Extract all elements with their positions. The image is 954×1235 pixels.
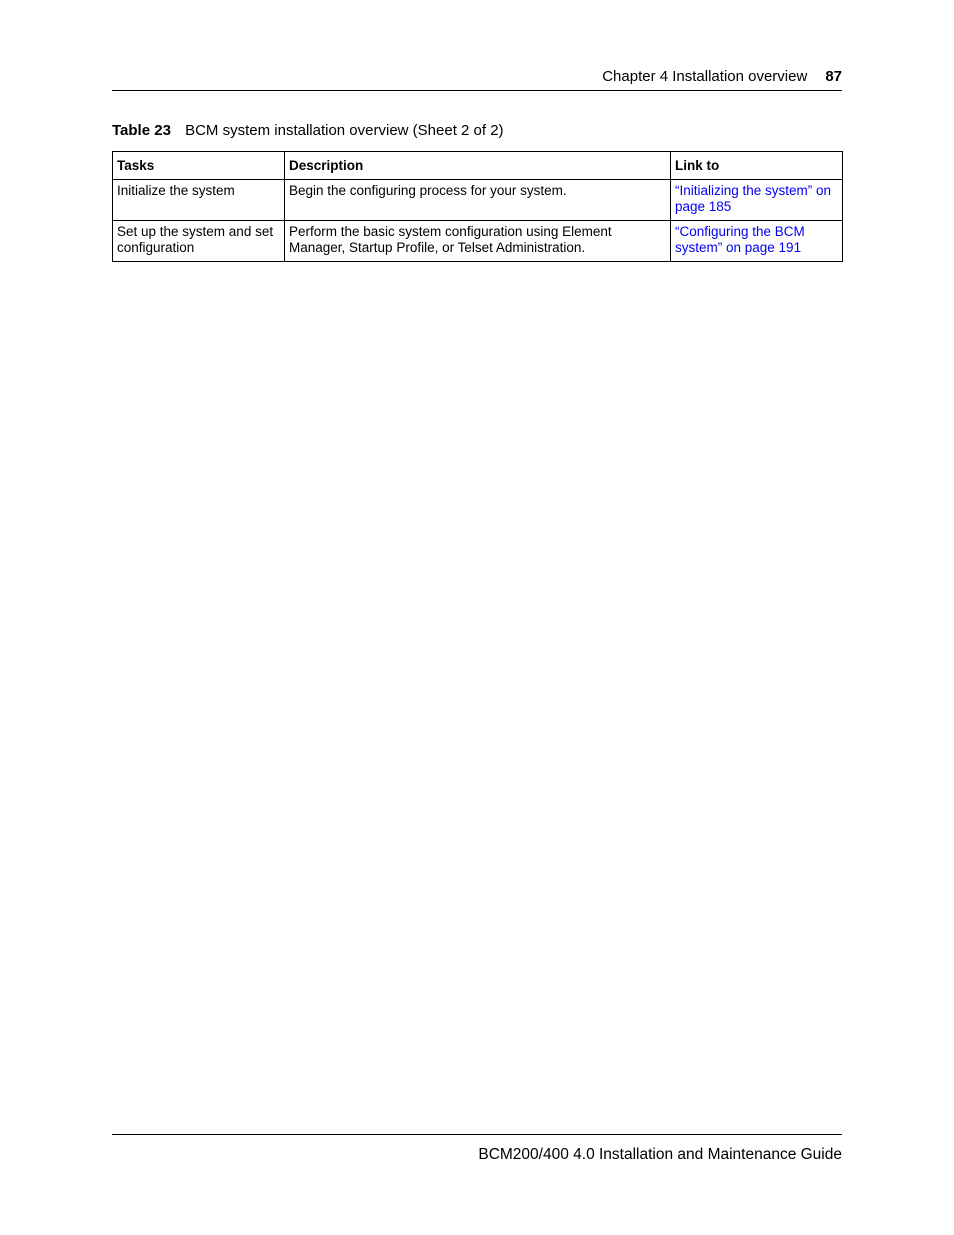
link-configuring-the-bcm-system[interactable]: “Configuring the BCM system” on page 191 [675,224,805,255]
link-initializing-the-system[interactable]: “Initializing the system” on page 185 [675,183,832,214]
column-header-description: Description [285,152,671,180]
link-cell [671,180,843,221]
table-caption [112,121,504,141]
installation-overview-table [112,151,843,262]
table-title: BCM system installation overview (Sheet 2 of 2) [185,122,504,139]
column-header-link-to: Link to [671,152,843,180]
task-cell: Set up the system and set configuration [113,221,285,262]
table-header-row [113,152,843,180]
column-header-tasks: Tasks [113,152,285,180]
table-row [113,180,843,221]
page-header [112,66,842,91]
link-cell [671,221,843,262]
table-row [113,221,843,262]
page-footer [112,1134,842,1166]
page-number: 87 [825,68,842,85]
chapter-title: Chapter 4 Installation overview [602,68,808,85]
document-title: BCM200/400 4.0 Installation and Maintenance Guide [478,1146,842,1163]
description-cell: Begin the configuring process for your system. [285,180,671,221]
table-number: Table 23 [112,122,171,139]
description-cell: Perform the basic system configuration using Element Manager, Startup Profile, or Telset Administration. [285,221,671,262]
task-cell: Initialize the system [113,180,285,221]
